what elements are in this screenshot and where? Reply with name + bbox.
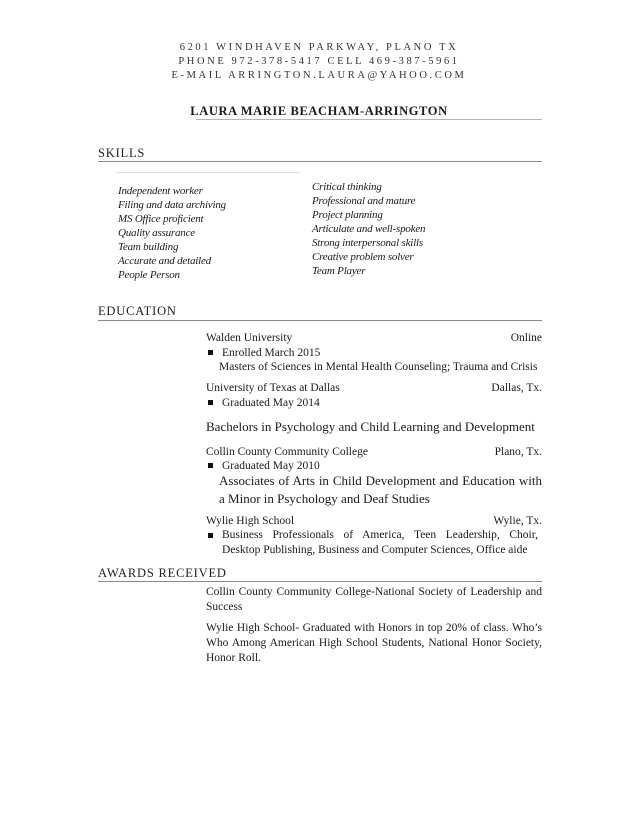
education-status (206, 346, 542, 361)
skill-item: Professional and mature (312, 195, 416, 207)
education-heading: EDUCATION (98, 304, 177, 318)
education-entry-wylie (206, 514, 542, 529)
degree-text: Masters of Sciences in Mental Health Counseling; Trauma and Crisis (219, 361, 538, 373)
status-text: Business Professionals of America, Teen Leadership, Choir, Desktop Publishing, Business and Computer Sciences, Office aide (222, 529, 538, 556)
bullet-icon (208, 533, 213, 538)
skills-table-border (116, 172, 300, 173)
school-name: University of Texas at Dallas (206, 382, 340, 394)
skill-item: Filing and data archiving (118, 199, 226, 211)
award-item: Wylie High School- Graduated with Honors in top 20% of class. Who’s Who Among American High School Students, National Honor Society, Honor Roll. (206, 622, 542, 664)
school-location: Online (510, 332, 542, 344)
bullet-icon (208, 463, 213, 468)
education-entry-collin (206, 445, 542, 460)
school-name: Walden University (206, 332, 293, 344)
school-name: Wylie High School (206, 515, 295, 527)
skill-item: Team Player (312, 265, 366, 277)
skills-left-column (118, 184, 308, 282)
education-status (206, 528, 542, 558)
skill-item: Strong interpersonal skills (312, 237, 423, 249)
skill-item: Team building (118, 241, 179, 253)
contact-address: 6201 WINDHAVEN PARKWAY, PLANO TX (179, 42, 459, 53)
bullet-icon (208, 400, 213, 405)
school-location: Wylie, Tx. (493, 515, 542, 527)
skill-item: Project planning (312, 209, 383, 221)
education-entry-walden (206, 331, 542, 346)
contact-phones: PHONE 972-378-5417 CELL 469-387-5961 (178, 56, 460, 67)
awards-rule (98, 581, 542, 582)
bullet-icon (208, 350, 213, 355)
school-location: Plano, Tx. (494, 446, 542, 458)
degree-text: Associates of Arts in Child Development and Education with a Minor in Psychology and Deaf Studies (219, 473, 542, 506)
skills-rule (98, 161, 542, 162)
skill-item: Articulate and well-spoken (312, 223, 426, 235)
skill-item: Critical thinking (312, 181, 382, 193)
school-location: Dallas, Tx. (491, 382, 542, 394)
name-rule (196, 119, 542, 120)
skill-item: Accurate and detailed (118, 255, 211, 267)
skill-item: Creative problem solver (312, 251, 414, 263)
skills-right-column (312, 180, 532, 278)
degree-text: Bachelors in Psychology and Child Learning and Development (206, 419, 535, 434)
status-text: Graduated May 2010 (222, 460, 320, 472)
skill-item: MS Office proficient (118, 213, 204, 225)
school-name: Collin County Community College (206, 446, 368, 458)
skill-item: Quality assurance (118, 227, 195, 239)
status-text: Graduated May 2014 (222, 397, 320, 409)
status-text: Enrolled March 2015 (222, 347, 321, 359)
education-status (206, 396, 542, 411)
contact-email: E-MAIL ARRINGTON.LAURA@YAHOO.COM (171, 70, 467, 81)
award-item: Collin County Community College-National Society of Leadership and Success (206, 586, 542, 613)
education-entry-utd (206, 381, 542, 396)
awards-heading: AWARDS RECEIVED (98, 566, 227, 580)
skill-item: People Person (118, 269, 180, 281)
skills-heading: SKILLS (98, 146, 146, 160)
education-rule (98, 320, 542, 321)
skill-item: Independent worker (118, 185, 203, 197)
candidate-name: LAURA MARIE BEACHAM-ARRINGTON (190, 104, 448, 118)
